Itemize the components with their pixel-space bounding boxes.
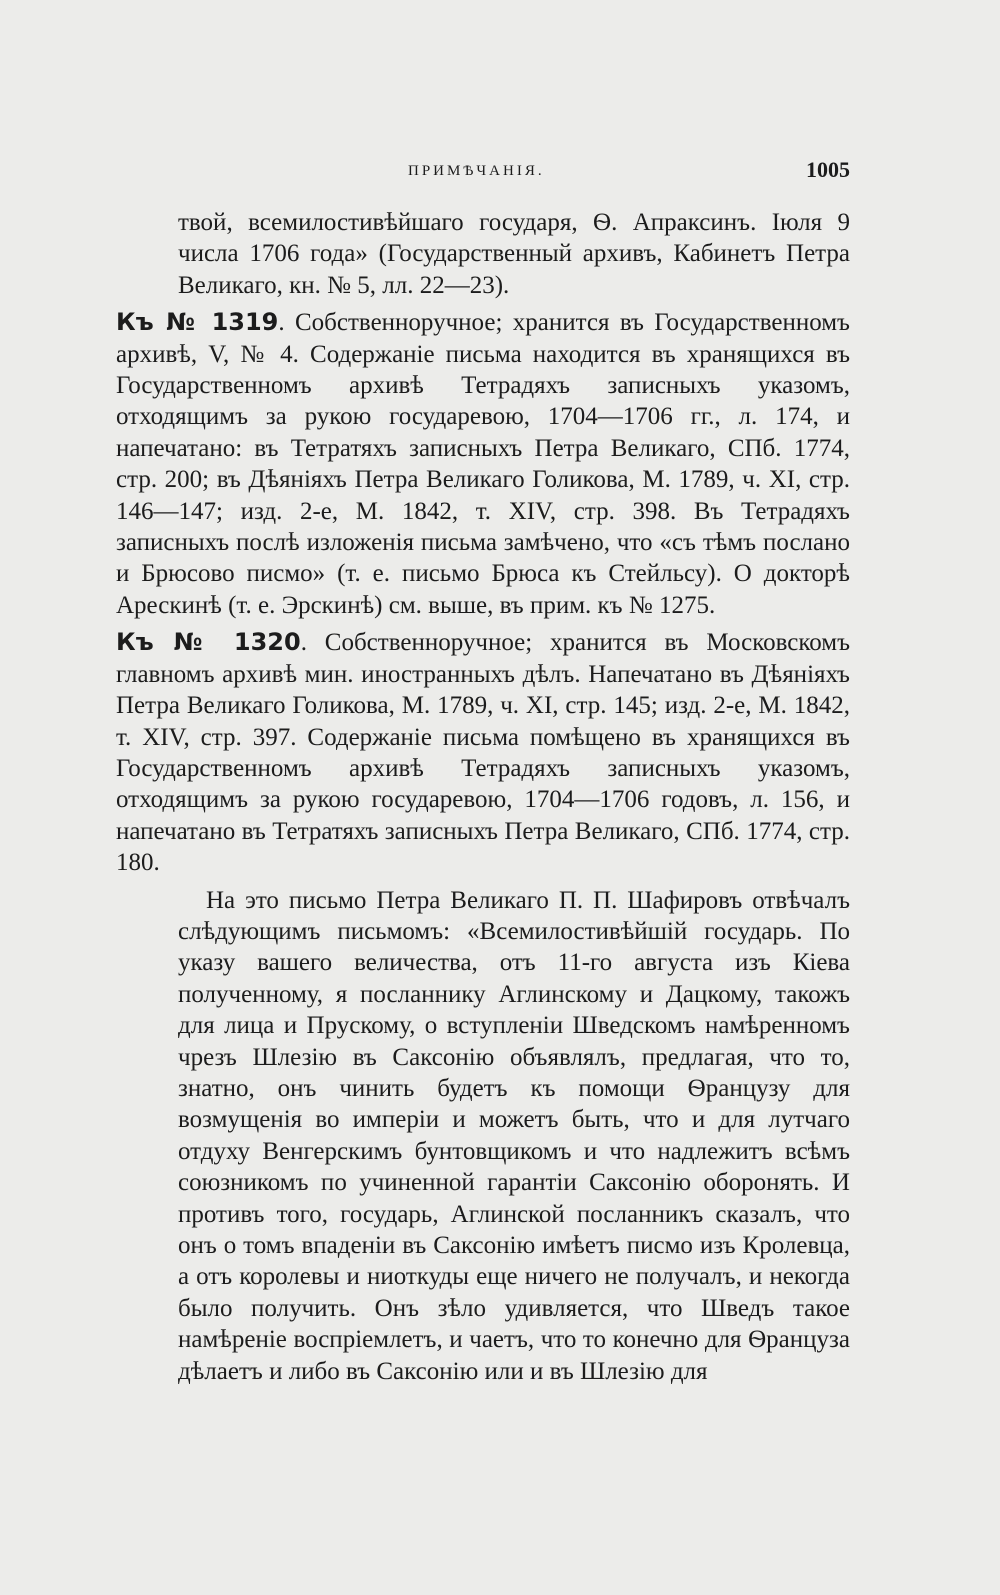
body-text (116, 207, 850, 1393)
entry-text: . Собственноручное; хранится въ Московскомъ главномъ архивѣ мин. иностранныхъ дѣлъ. Напечатано въ Дѣяніяхъ Петра Великаго Голикова, М. 1789, ч. XI, стр. 145; изд. 2-е, М. 1842, т. XIV, стр. 397. Содержаніе письма помѣщено въ хранящихся въ Государственномъ архивѣ Тетрадяхъ записныхъ указомъ, отходящимъ за рукою государевою, 1704—1706 годовъ, л. 156, и напечатано въ Тетратяхъ записныхъ Петра Великаго, СПб. 1774, стр. 180. (116, 629, 850, 877)
page-number: 1005 (806, 157, 850, 182)
note-entry-1320 (116, 627, 850, 878)
entry-number: Къ № 1320 (116, 628, 301, 657)
running-title: ПРИМѢЧАНІЯ. (408, 163, 545, 179)
note-entry-1319 (116, 307, 850, 621)
page-header (178, 155, 850, 191)
paragraph-letter: На это письмо Петра Великаго П. П. Шафировъ отвѣчалъ слѣдующимъ письмомъ: «Всемилостивѣйшій государь. По указу вашего величества, отъ 11-го августа изъ Кіева полученному, я посланнику Аглинскому и Дацкому, такожъ для лица и Прускому, о вступленіи Шведскомъ намѣренномъ чрезъ Шлезію въ Саксонію объявлялъ, предлагая, что то, знатно, онъ чинить будетъ къ помощи Ѳранцузу для возмущенія во имперіи и можетъ быть, что и для лутчаго отдуху Венгерскимъ бунтовщикомъ и что надлежитъ всѣмъ союзникомъ по учиненной гарантіи Саксонію оборонять. И противъ того, государь, Аглинской посланникъ сказалъ, что онъ о томъ впаденіи въ Саксонію имѣетъ писмо изъ Кролевца, а отъ королевы и ниоткуды еще ничего не получалъ, и некогда было получить. Онъ зѣло удивляется, что Шведъ такое намѣреніе воспріемлетъ, и чаетъ, что то конечно для Ѳранцуза дѣлаетъ и либо въ Саксонію или и въ Шлезію для (178, 886, 850, 1385)
paragraph-continuation: твой, всемилостивѣйшаго государя, Ѳ. Апраксинъ. Іюля 9 числа 1706 года» (Государственный архивъ, Кабинетъ Петра Великаго, кн. № 5, лл. 22—23). (178, 209, 850, 299)
entry-number: Къ № 1319 (116, 308, 279, 337)
entry-text: . Собственноручное; хранится въ Государственномъ архивѣ, V, № 4. Содержаніе письма находится въ хранящихся въ Государственномъ архивѣ Тетрадяхъ записныхъ указомъ, отходящимъ за рукою государевою, 1704—1706 гг., л. 174, и напечатано: въ Тетратяхъ записныхъ Петра Великаго, СПб. 1774, стр. 200; въ Дѣяніяхъ Петра Великаго Голикова, М. 1789, ч. XI, стр. 146—147; изд. 2-е, М. 1842, т. XIV, стр. 398. Въ Тетрадяхъ записныхъ послѣ изложенія письма замѣчено, что «съ тѣмъ послано и Брюсово писмо» (т. е. письмо Брюса къ Стейльсу). О докторѣ Арескинѣ (т. е. Эрскинѣ) см. выше, въ прим. къ № 1275. (116, 309, 850, 619)
